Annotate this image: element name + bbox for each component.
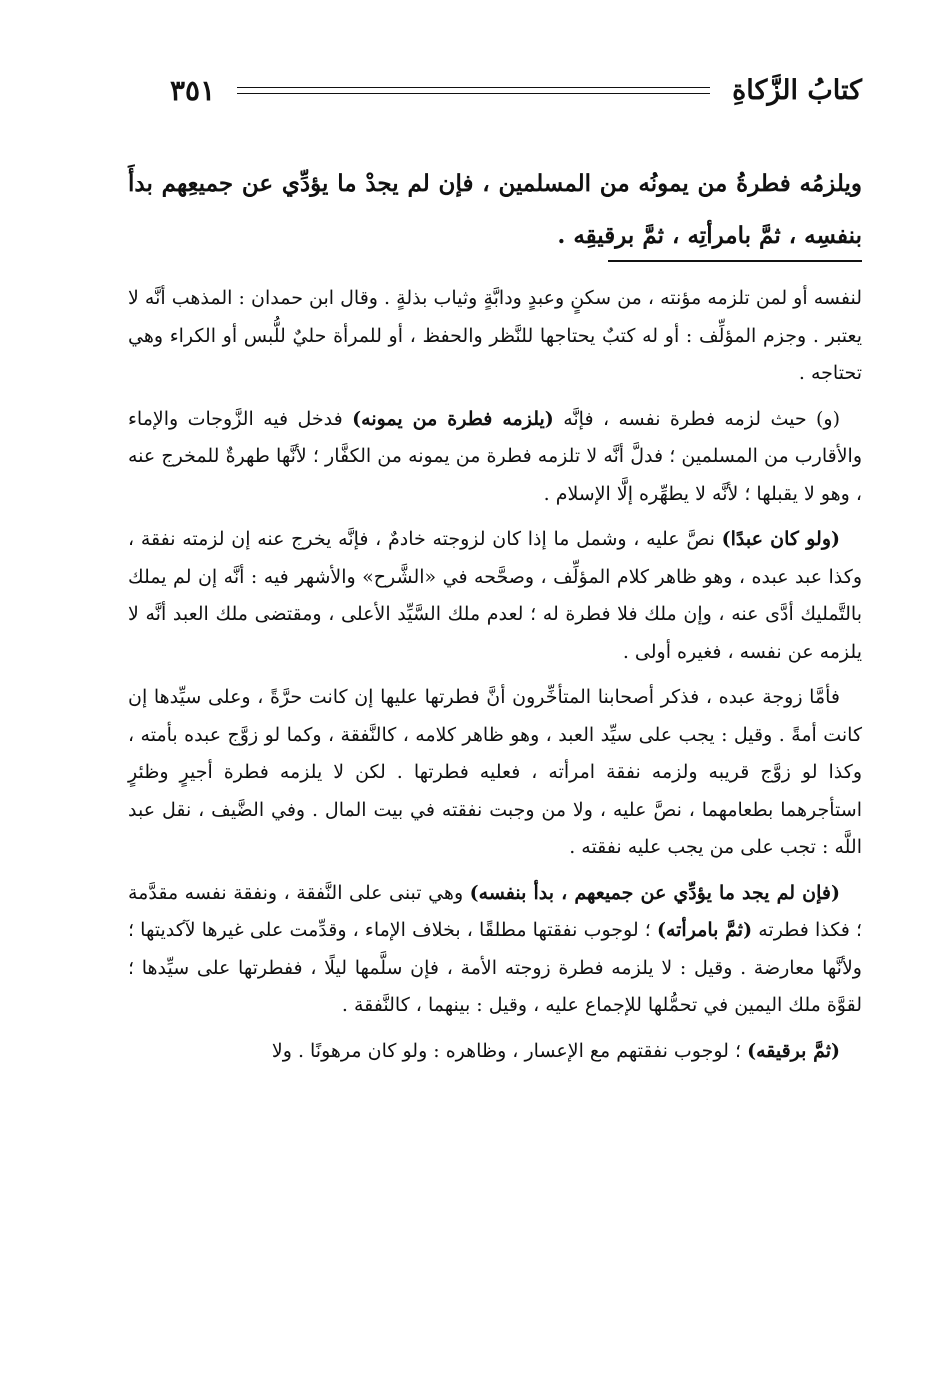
sharh-paragraph-6 [128,1033,862,1071]
page-number: ٣٥١ [170,73,216,107]
matn-text-block [128,158,862,262]
sharh-p6-quote: (ثمَّ برقيقه) [747,1039,840,1062]
sharh-p2-text-a: (و) حيث لزمه فطرة نفسه ، فإنَّه [553,407,840,430]
sharh-paragraph-3 [128,521,862,671]
sharh-p2-text-c: فدخل فيه الزَّوجات والإماء والأقارب من المسلمين ؛ فدلَّ أنَّه لا تلزمه فطرة من يمونه من الكفَّار ؛ لأنَّها طهرةٌ للمخرج عنه ، وهو لا يقبلها ؛ لأنَّه لا يطهِّره إلَّا الإسلام . [128,407,862,505]
sharh-p5-quote-a: (فإن لم يجد ما يؤدِّي عن جميعهم ، بدأ بنفسه) [469,881,840,904]
sharh-paragraph-4: فأمَّا زوجة عبده ، فذكر أصحابنا المتأخِّرون أنَّ فطرتها عليها إن كانت حرَّةً ، وعلى سيِّدها إن كانت أمةً . وقيل : يجب على سيِّد العبد ، وهو ظاهر كلامه ، كالنَّفقة ، وكما لو زوَّج عبده بأمته ، وكذا لو زوَّج قريبه ولزمه نفقة امرأته ، فعليه فطرتها . لكن لا يلزمه فطرة أجيرٍ وظئرٍ استأجرهما بطعامهما ، نصَّ عليه ، ولا من وجبت نفقته في بيت المال . وفي الضَّيف ، نقل عبد اللَّه : تجب على من يجب عليه نفقته . [128,686,862,858]
sharh-p2-quote: (يلزمه فطرة من يمونه) [352,407,554,430]
sharh-paragraph-1: لنفسه أو لمن تلزمه مؤنته ، من سكنٍ وعبدٍ ودابَّةٍ وثياب بذلةٍ . وقال ابن حمدان : المذهب أنَّه لا يعتبر . وجزم المؤلِّف : أو له كتبٌ يحتاجها للنَّظر والحفظ ، أو للمرأة حليٌ للُّبس أو الكراء وهي تحتاجه . [128,287,862,384]
page-header [170,70,862,110]
sharh-text-block [128,280,862,1078]
matn-separator [608,260,862,262]
sharh-paragraph-5 [128,875,862,1025]
book-title: كتابُ الزَّكاةِ [732,74,862,106]
sharh-p3-quote: (ولو كان عبدًا) [721,528,840,550]
sharh-p6-text-b: ؛ لوجوب نفقتهم مع الإعسار ، وظاهره : ولو كان مرهونًا . ولا [271,1039,748,1062]
sharh-p5-quote-c: (ثمَّ بامرأته) [656,919,753,941]
header-rule [237,87,710,94]
sharh-p5-text-b: وهي تبنى على النَّفقة ، ونفقة نفسه مقدَّمة ؛ فكذا فطرته [128,881,862,941]
sharh-p3-text-b: نصَّ عليه ، وشمل ما إذا كان لزوجته خادمٌ ، فإنَّه يخرج عنه إن لزمته نفقة ، وكذا عبد عبده ، وهو ظاهر كلام المؤلِّف ، وصحَّحه في «الشَّرح» والأشهر فيه : أنَّه إن لم يملك بالتَّمليك أدَّى عنه ، وإن ملك فلا فطرة له ؛ لعدم ملك السَّيِّد الأعلى ، ومقتضى ملك العبد أنَّه لا يلزمه عن نفسه ، فغيره أولى . [128,528,862,663]
matn-paragraph: ويلزمُه فطرةُ من يمونُه من المسلمين ، فإن لم يجدْ ما يؤدِّي عن جميعِهم بدأَ بنفسِه ، ثمَّ بامرأتِه ، ثمَّ برقيقِه . [128,170,862,249]
sharh-paragraph-2 [128,401,862,514]
sharh-p5-text-d: ؛ لوجوب نفقتها مطلقًا ، بخلاف الإماء ، وقدِّمت على غيرها لآكديتها ؛ ولأنَّها معارضة . وقيل : لا يلزمه فطرة زوجته الأمة ، فإن سلَّمها ليلًا ، ففطرتها على سيِّدها ؛ لقوَّة ملك اليمين في تحمُّلها للإجماع عليه ، وقيل : بينهما ، كالنَّفقة . [128,919,862,1016]
